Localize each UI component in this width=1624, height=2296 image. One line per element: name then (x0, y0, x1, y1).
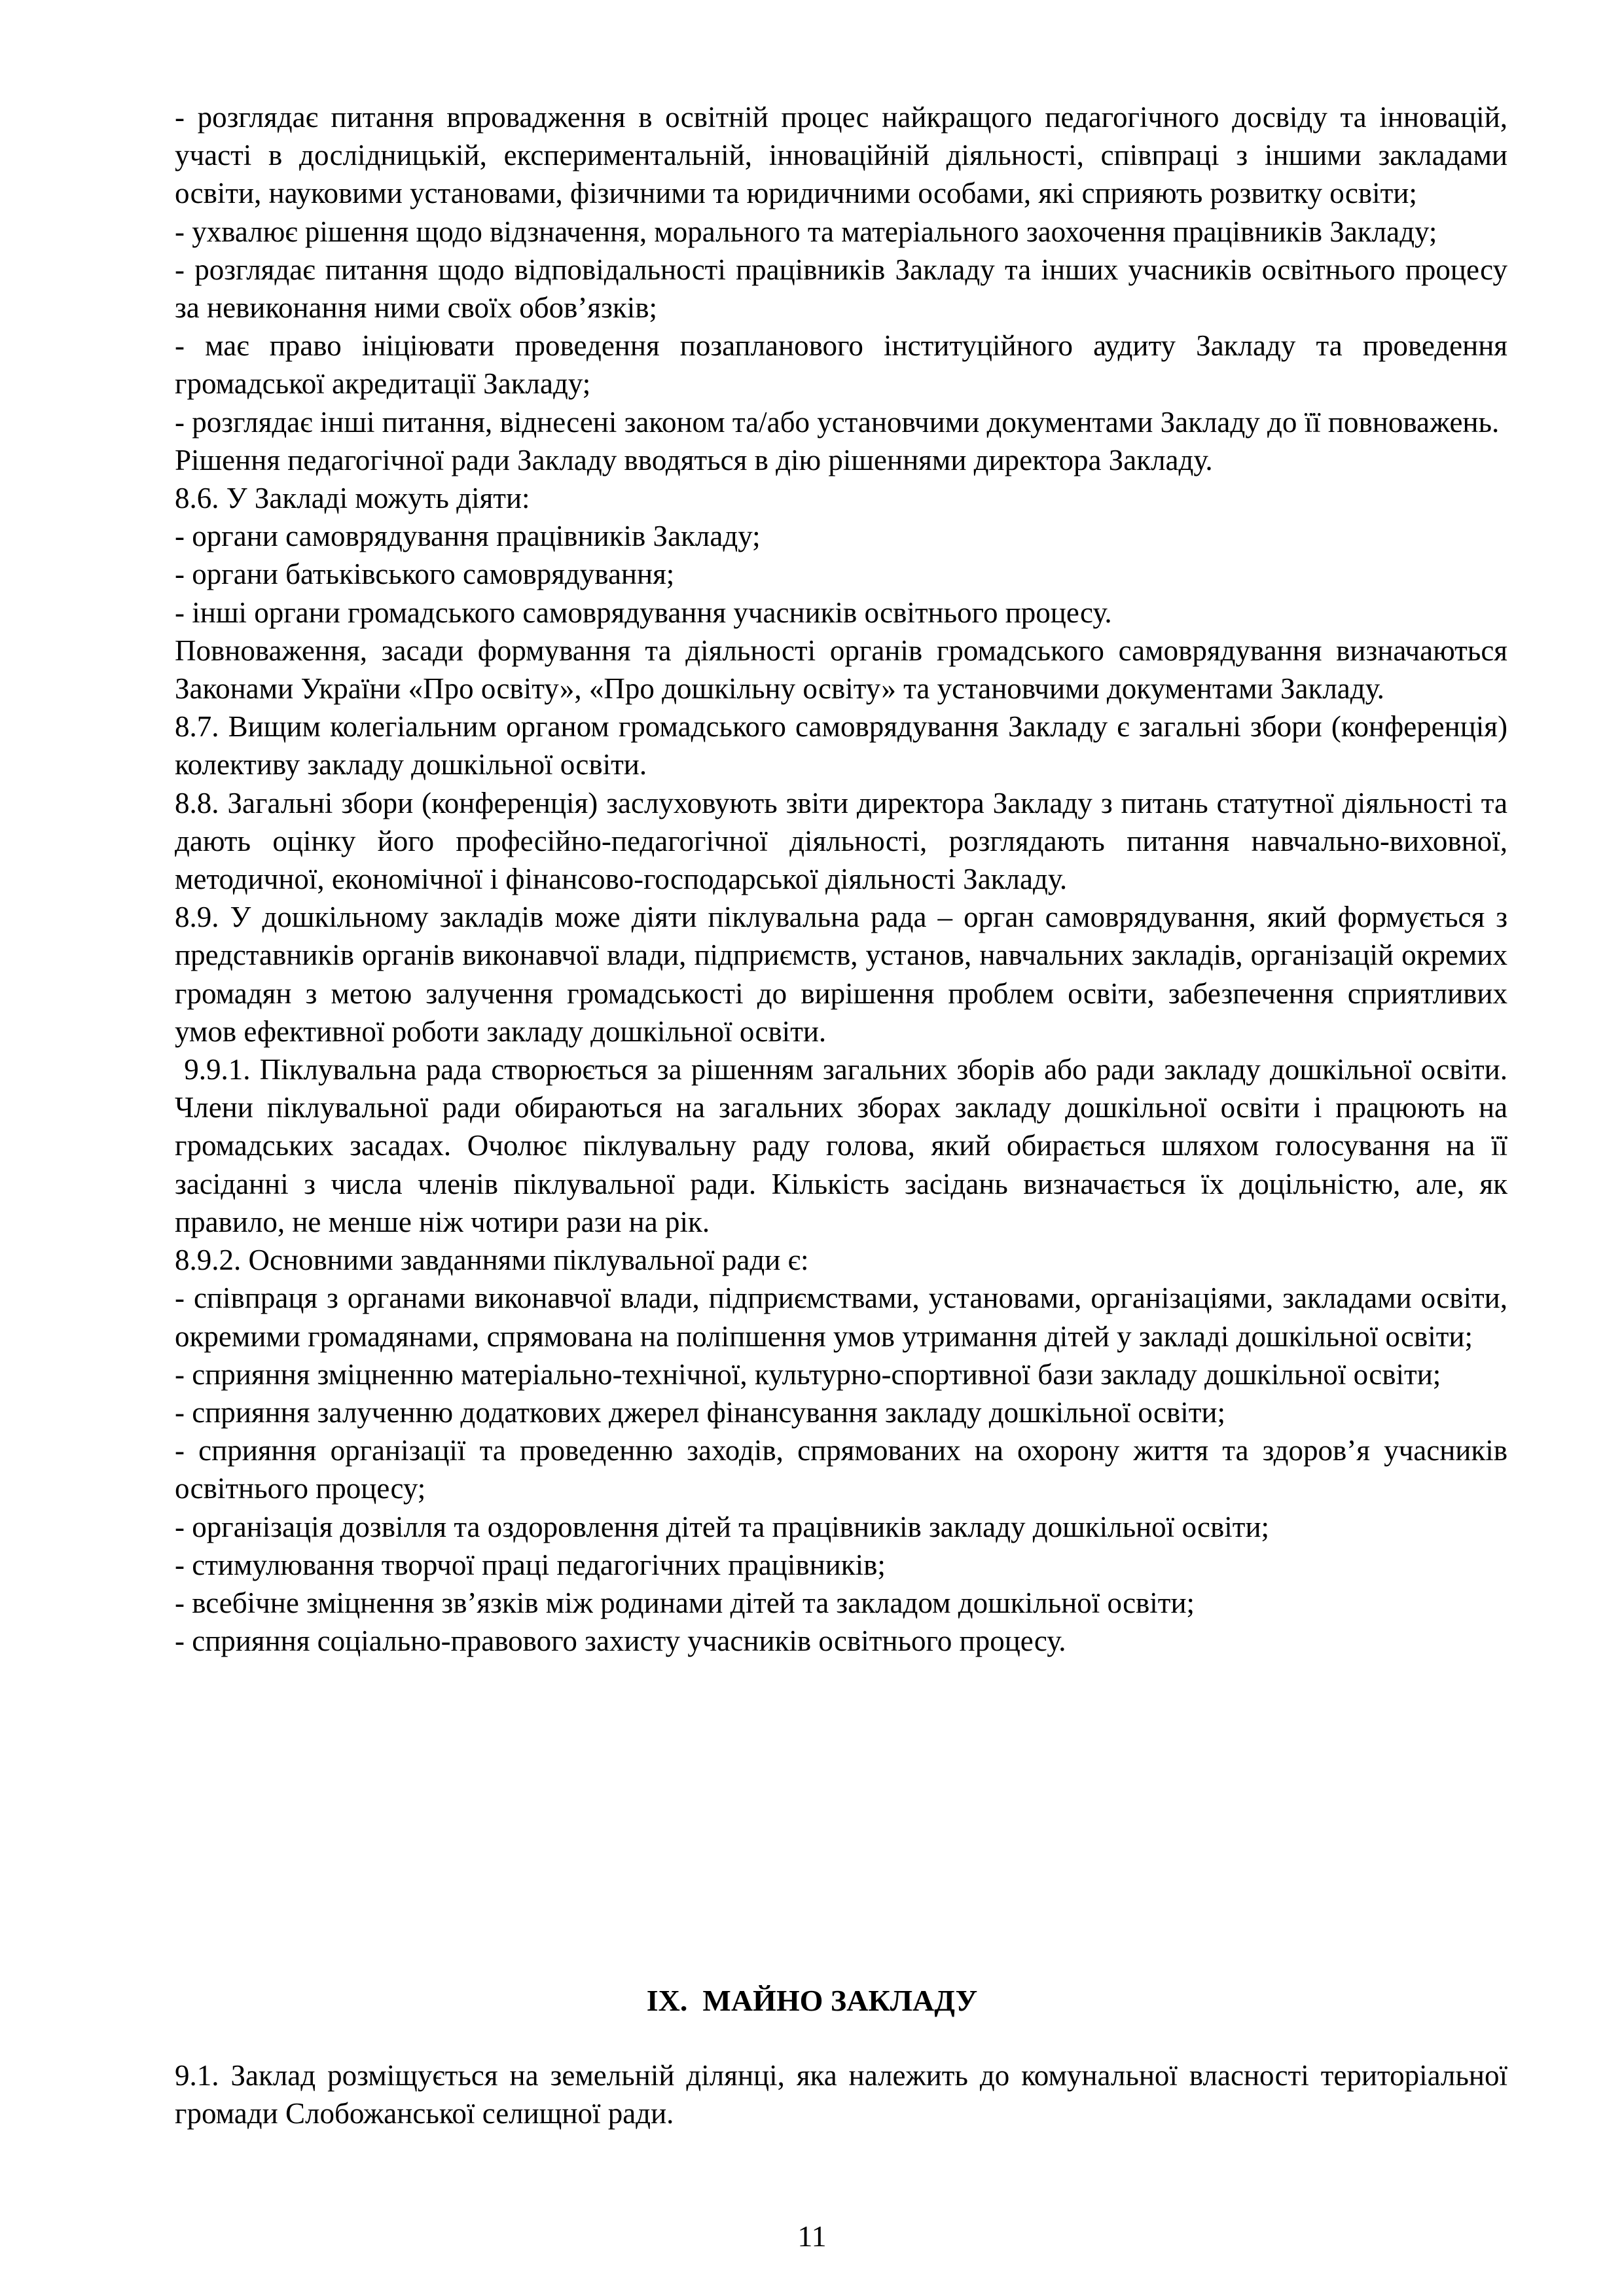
list-item-leisure-health: - організація дозвілля та оздоровлення дітей та працівників закладу дошкільної освіти; (175, 1510, 1270, 1543)
paragraph-decisions-enforcement: Рішення педагогічної ради Закладу вводяться в дію рішеннями директора Закладу. (175, 443, 1213, 476)
clause-8-8: 8.8. Загальні збори (конференція) заслуховують звіти директора Закладу з питань статутної діяльності та дають оцінку його професійно-педагогічної діяльності, розглядають питання навчально-виховної, методичної, економічної і фінансово-господарської діяльності Закладу. (175, 786, 1507, 896)
paragraph-powers-legal-basis: Повноваження, засади формування та діяльності органів громадського самоврядування визначаються Законами України «Про освіту», «Про дошкільну освіту» та установчими документами Закладу. (175, 634, 1507, 706)
list-item-family-ties: - всебічне зміцнення зв’язків між родинами дітей та закладом дошкільної освіти; (175, 1586, 1195, 1619)
list-item-cooperation: - співпраця з органами виконавчої влади, підприємствами, установами, організаціями, закладами освіти, окремими громадянами, спрямована на поліпшення умов утримання дітей у закладі дошкільної освіти; (175, 1282, 1507, 1353)
list-item-funding-sources: - сприяння залученню додаткових джерел фінансування закладу дошкільної освіти; (175, 1395, 1226, 1429)
clause-8-9-2: 8.9.2. Основними завданнями піклувальної ради є: (175, 1244, 809, 1277)
paragraph-audit-initiative: - має право ініціювати проведення позапланового інституційного аудиту Закладу та проведення громадської акредитації Закладу; (175, 329, 1507, 401)
body-text (175, 98, 1515, 1660)
paragraph-other-matters: - розглядає інші питання, віднесені законом та/або установчими документами Закладу до її повноважень. (175, 405, 1500, 439)
list-item-safety-events: - сприяння організації та проведенню заходів, спрямованих на охорону життя та здоров’я учасників освітнього процесу; (175, 1434, 1507, 1505)
paragraph-responsibility: - розглядає питання щодо відповідальності працівників Закладу та інших учасників освітнього процесу за невиконання ними своїх обов’язків; (175, 253, 1507, 325)
page-number: 11 (797, 2219, 827, 2253)
section-heading: IX. МАЙНО ЗАКЛАДУ (646, 1984, 978, 2017)
clause-9-9-1: 9.9.1. Піклувальна рада створюється за рішенням загальних зборів або ради закладу дошкільної освіти. Члени піклувальної ради обираються на загальних зборах закладу дошкільної освіти і працюють на громадських засадах. Очолює піклувальну раду голова, який обирається шляхом голосування на її засіданні з числа членів піклувальної ради. Кількість засідань визначається їх доцільністю, але, як правило, не менше ніж чотири рази на рік. (175, 1053, 1515, 1238)
clause-8-9: 8.9. У дошкільному закладів може діяти піклувальна рада – орган самоврядування, який формується з представників органів виконавчої влади, підприємств, установ, навчальних закладів, організацій окремих громадян з метою залучення громадськості до вирішення проблем освіти, забезпечення сприятливих умов ефективної роботи закладу дошкільної освіти. (175, 901, 1507, 1048)
clause-9-1: 9.1. Заклад розміщується на земельній ділянці, яка належить до комунальної власності територіальної громади Слобожанської селищної ради. (175, 2059, 1507, 2130)
paragraph-pedagogical-council-innovation: - розглядає питання впровадження в освітній процес найкращого педагогічного досвіду та інновацій, участі в дослідницькій, експериментальній, інноваційній діяльності, співпраці з іншими закладами освіти, науковими установами, фізичними та юридичними особами, які сприяють розвитку освіти; (175, 101, 1507, 210)
list-item-staff-self-government: - органи самоврядування працівників Закладу; (175, 520, 761, 553)
paragraph-rewards-decision: - ухвалює рішення щодо відзначення, морального та матеріального заохочення працівників Закладу; (175, 215, 1437, 248)
list-item-material-base: - сприяння зміцненню матеріально-технічної, культурно-спортивної бази закладу дошкільної освіти; (175, 1357, 1441, 1391)
clause-8-7: 8.7. Вищим колегіальним органом громадського самоврядування Закладу є загальні збори (конференція) колективу закладу дошкільної освіти. (175, 710, 1507, 781)
list-item-other-self-government: - інші органи громадського самоврядування учасників освітнього процесу. (175, 596, 1112, 629)
clause-8-6: 8.6. У Закладі можуть діяти: (175, 482, 530, 515)
list-item-creative-work: - стимулювання творчої праці педагогічних працівників; (175, 1548, 886, 1581)
list-item-parent-self-government: - органи батьківського самоврядування; (175, 558, 675, 591)
list-item-legal-protection: - сприяння соціально-правового захисту учасників освітнього процесу. (175, 1624, 1066, 1658)
